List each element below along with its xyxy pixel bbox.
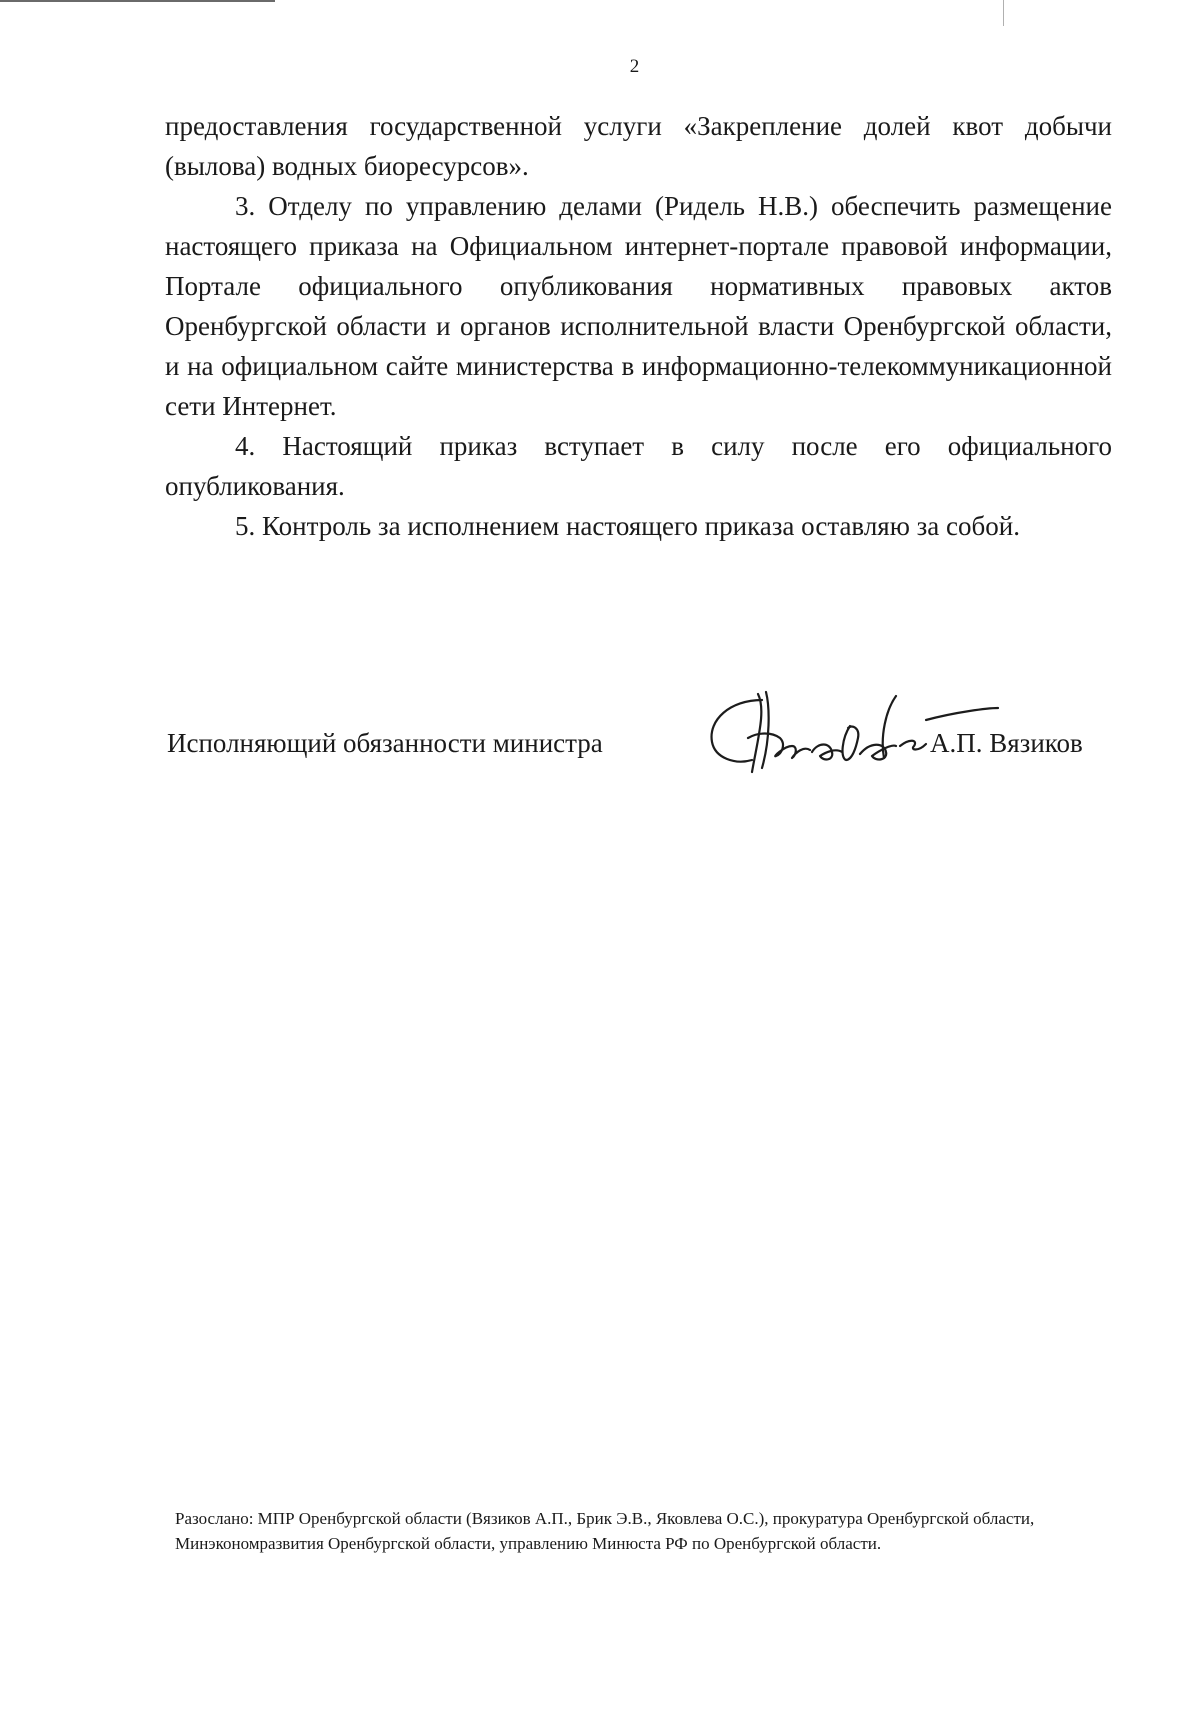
signature-block xyxy=(165,680,1125,800)
paragraph-item-4: 4. Настоящий приказ вступает в силу после его официального опубликования. xyxy=(165,431,1112,501)
signer-title: Исполняющий обязанности министра xyxy=(167,728,603,758)
scan-edge-top xyxy=(0,0,275,2)
distribution-list: Разослано: МПР Оренбургской области (Вязиков А.П., Брик Э.В., Яковлева О.С.), прокуратура Оренбургской области, Минэкономразвития Оренбургской области, управлению Минюста РФ по Оренбургской области. xyxy=(175,1509,1035,1553)
paragraph-item-3: 3. Отделу по управлению делами (Ридель Н.В.) обеспечить размещение настоящего приказа на Официальном интернет-портале правовой информации, Портале официального опубликования нормативных правовых актов Оренбургской области и органов исполнительной власти Оренбургской области, и на официальном сайте министерства в информационно-телекоммуникационной сети Интернет. xyxy=(165,191,1112,421)
paragraph-item-5: 5. Контроль за исполнением настоящего приказа оставляю за собой. xyxy=(235,511,1020,541)
signer-name: А.П. Вязиков xyxy=(930,728,1083,758)
scan-edge-right xyxy=(1003,0,1004,26)
document-body xyxy=(165,106,1112,546)
paragraph-continuation: предоставления государственной услуги «Закрепление долей квот добычи (вылова) водных биоресурсов». xyxy=(165,111,1112,181)
page-number: 2 xyxy=(629,56,640,77)
